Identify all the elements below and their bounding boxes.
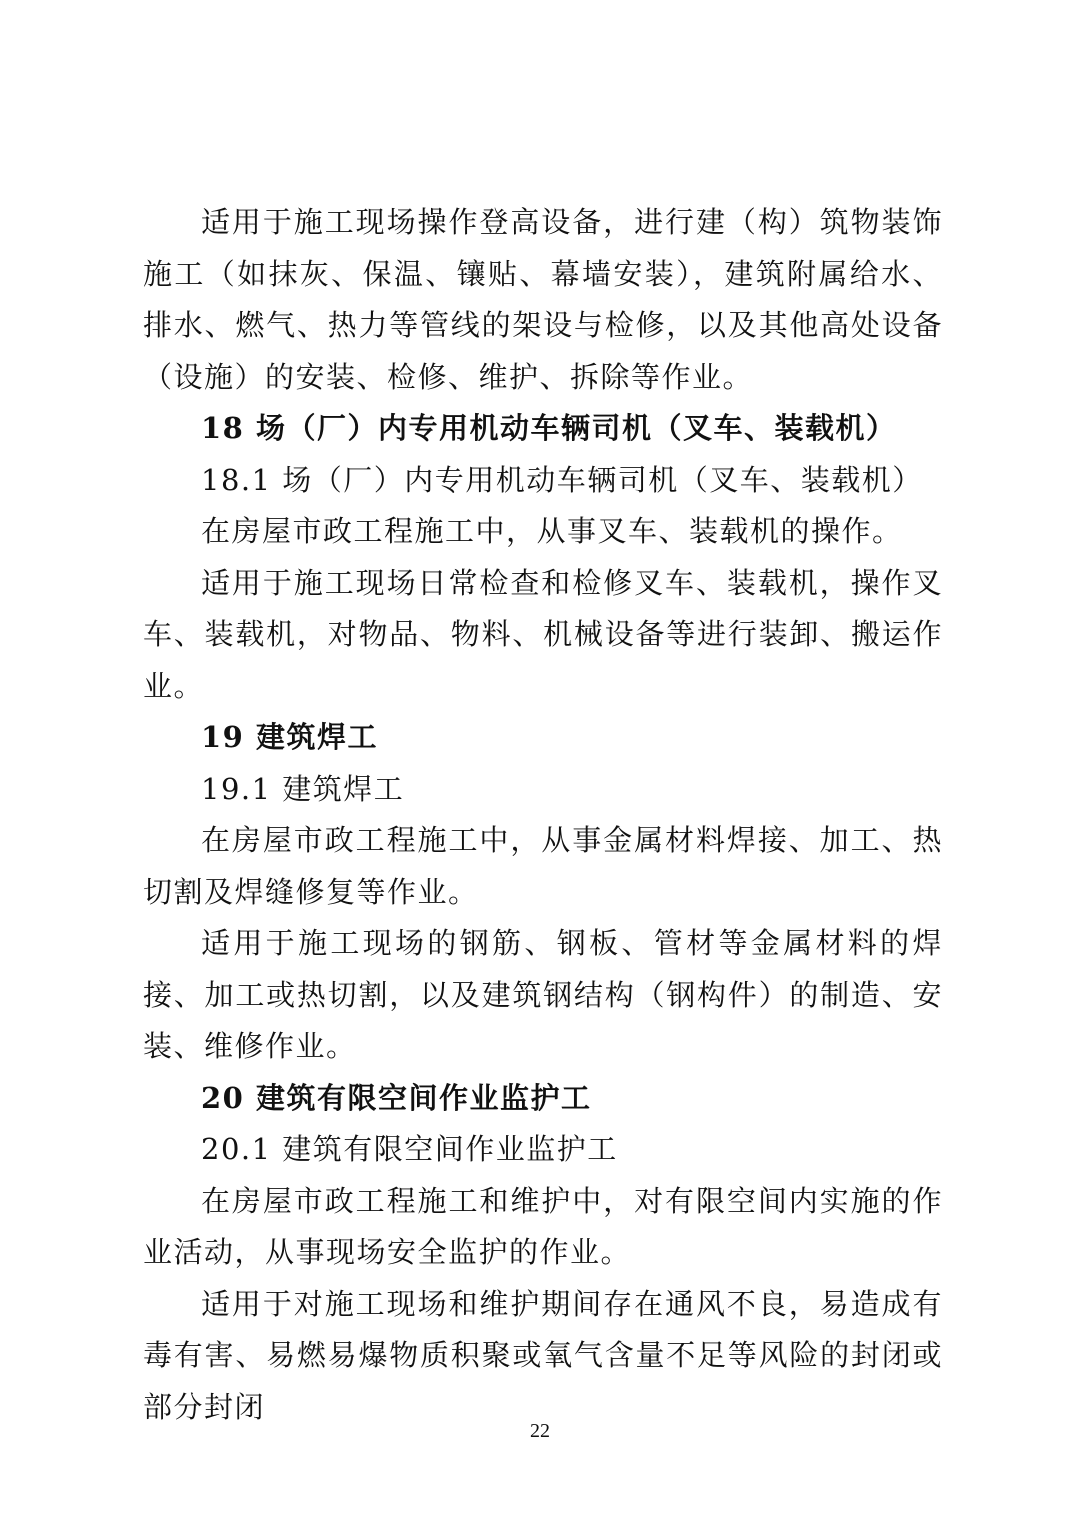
paragraph-definition-18-1: 在房屋市政工程施工中，从事叉车、装载机的操作。 bbox=[201, 514, 903, 548]
page-number: 22 bbox=[530, 1420, 550, 1442]
subsection-heading-18-1: 18.1 场（厂）内专用机动车辆司机（叉车、装载机） bbox=[201, 462, 923, 497]
subsection-heading-20-1: 20.1 建筑有限空间作业监护工 bbox=[201, 1132, 618, 1166]
paragraph-scope-high-work: 适用于施工现场操作登高设备，进行建（构）筑物装饰施工（如抹灰、保温、镶贴、幕墙安装），建筑附属给水、排水、燃气、热力等管线的架设与检修，以及其他高处设备（设施）的安装、检修、维护、拆除等作业。 bbox=[143, 205, 943, 394]
paragraph-scope-18-1: 适用于施工现场日常检查和检修叉车、装载机，操作叉车、装载机，对物品、物料、机械设备等进行装卸、搬运作业。 bbox=[143, 565, 943, 703]
section-heading-19: 19 建筑焊工 bbox=[201, 720, 378, 754]
paragraph-scope-20-1: 适用于对施工现场和维护期间存在通风不良，易造成有毒有害、易燃易爆物质积聚或氧气含量不足等风险的封闭或部分封闭 bbox=[143, 1286, 943, 1424]
paragraph-definition-20-1: 在房屋市政工程施工和维护中，对有限空间内实施的作业活动，从事现场安全监护的作业。 bbox=[143, 1183, 943, 1269]
paragraph-definition-19-1: 在房屋市政工程施工中，从事金属材料焊接、加工、热切割及焊缝修复等作业。 bbox=[143, 823, 943, 909]
subsection-heading-19-1: 19.1 建筑焊工 bbox=[201, 771, 405, 806]
section-heading-20: 20 建筑有限空间作业监护工 bbox=[201, 1080, 592, 1115]
section-heading-18: 18 场（厂）内专用机动车辆司机（叉车、装载机） bbox=[201, 411, 897, 445]
document-body bbox=[143, 197, 943, 1433]
paragraph-scope-19-1: 适用于施工现场的钢筋、钢板、管材等金属材料的焊接、加工或热切割，以及建筑钢结构（钢构件）的制造、安装、维修作业。 bbox=[143, 926, 943, 1063]
